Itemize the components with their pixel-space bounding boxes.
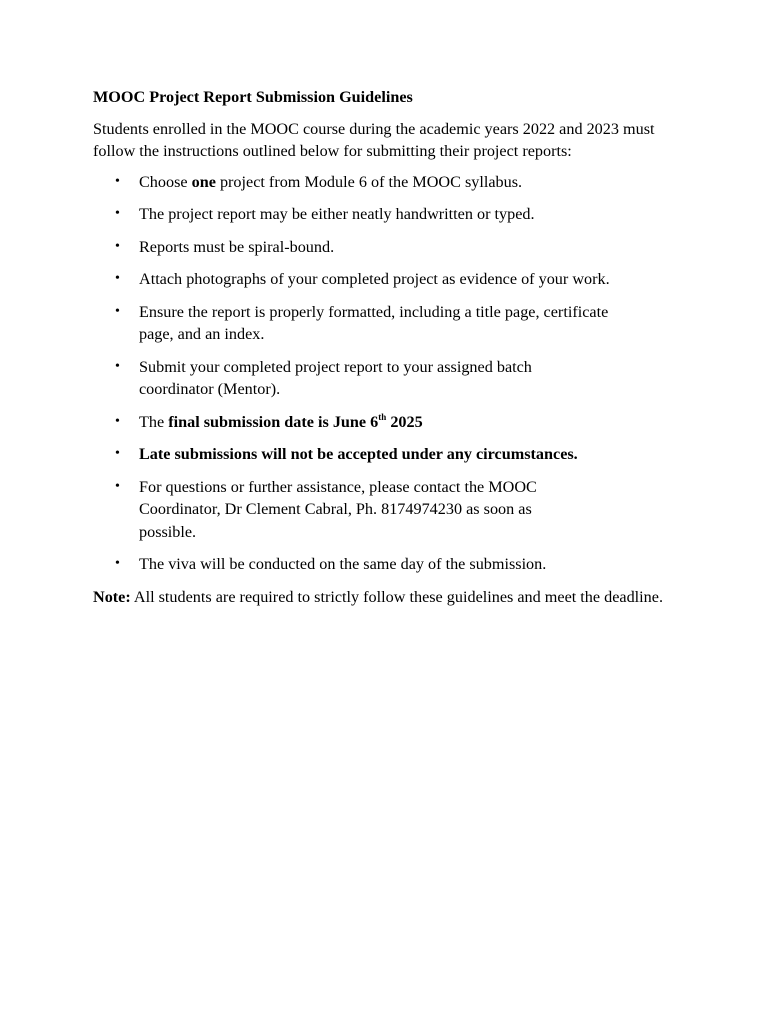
bullet-icon: •: [115, 271, 120, 286]
item-text-bold: Late submissions will not be accepted under any circumstances.: [139, 445, 578, 463]
item-text: Reports must be spiral-bound.: [139, 237, 335, 256]
item-text: Attach photographs of your completed project as evidence of your work.: [139, 270, 610, 288]
item-text: For questions or further assistance, please contact the MOOC Coordinator, Dr Clement Cabral, Ph. 8174974230 as soon as possible.: [139, 477, 537, 541]
bullet-icon: •: [115, 446, 120, 461]
list-item-contact: [93, 476, 673, 544]
item-text-bold: one: [191, 172, 216, 191]
bullet-icon: •: [115, 206, 120, 221]
item-text: The viva will be conducted on the same day of the submission.: [139, 555, 547, 573]
list-item-viva: [93, 553, 673, 576]
list-item-late-submissions: [93, 443, 673, 466]
item-text: The: [139, 412, 169, 431]
item-text: The project report may be either neatly handwritten or typed.: [139, 205, 535, 223]
note-text: All students are required to strictly follow these guidelines and meet the deadline.: [130, 587, 663, 606]
list-item-handwritten: [93, 203, 673, 226]
item-text: project from Module 6 of the MOOC syllabus.: [215, 172, 523, 191]
intro-paragraph: Students enrolled in the MOOC course during the academic years 2022 and 2023 must follow the instructions outlined below for submitting their project reports:: [93, 119, 655, 160]
bullet-icon: •: [115, 556, 120, 571]
document-page: [93, 86, 673, 608]
list-item-formatting: [93, 301, 673, 346]
bullet-icon: •: [115, 173, 120, 189]
guidelines-list: [93, 171, 673, 576]
list-item-submission-date: [93, 411, 673, 434]
list-item-spiral-bound: [93, 236, 673, 259]
list-item-photographs: [93, 268, 673, 291]
bullet-icon: •: [115, 413, 120, 429]
item-text: Ensure the report is properly formatted, including a title page, certificate page, and an index.: [139, 302, 609, 343]
submission-date-label: final submission date is June 6: [168, 412, 379, 431]
bullet-icon: •: [115, 238, 120, 254]
list-item-submit: [93, 356, 673, 401]
item-text: Choose: [139, 172, 192, 191]
item-text: Submit your completed project report to your assigned batch coordinator (Mentor).: [139, 357, 532, 398]
bullet-icon: •: [115, 358, 120, 374]
note-label: Note:: [93, 587, 131, 606]
list-item-choose-project: [93, 171, 673, 194]
note-paragraph: [93, 586, 673, 609]
submission-date-year: 2025: [386, 412, 423, 431]
bullet-icon: •: [115, 303, 120, 319]
bullet-icon: •: [115, 478, 120, 494]
ordinal-suffix: th: [378, 411, 387, 422]
submission-date-text: [168, 413, 422, 431]
document-title: MOOC Project Report Submission Guidelines: [93, 88, 413, 106]
